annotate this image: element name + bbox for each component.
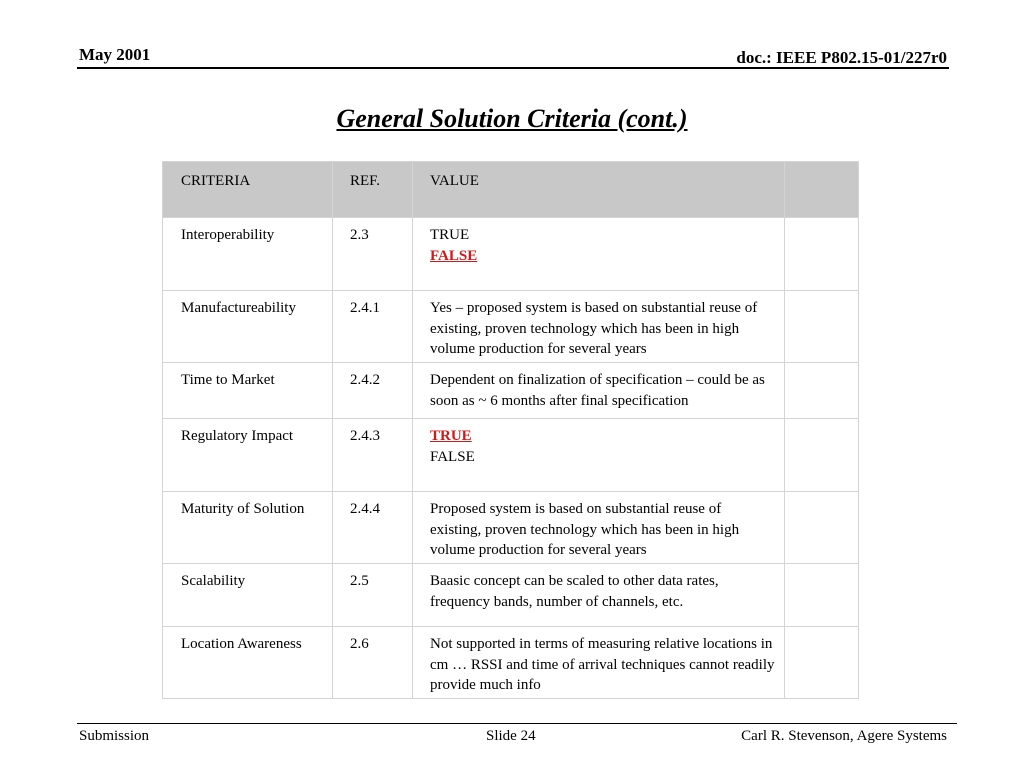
- column-header-value: VALUE: [413, 162, 785, 218]
- ref-cell: 2.4.2: [333, 363, 413, 419]
- ref-cell: 2.3: [333, 218, 413, 291]
- value-option-true: TRUE: [430, 227, 470, 243]
- table-row: [163, 492, 859, 564]
- header-date: May 2001: [79, 45, 151, 64]
- ref-cell: 2.4.3: [333, 419, 413, 492]
- blank-cell: [785, 291, 859, 363]
- ref-cell: 2.4.4: [333, 492, 413, 564]
- criteria-cell: Interoperability: [163, 218, 333, 291]
- slide-title: General Solution Criteria (cont.): [336, 104, 688, 133]
- ref-cell: 2.6: [333, 627, 413, 699]
- criteria-cell: Manufactureability: [163, 291, 333, 363]
- blank-cell: [785, 363, 859, 419]
- ref-cell: 2.5: [333, 564, 413, 627]
- footer-author: Carl R. Stevenson, Agere Systems: [741, 728, 947, 744]
- criteria-cell: Maturity of Solution: [163, 492, 333, 564]
- criteria-cell: Scalability: [163, 564, 333, 627]
- table-row: [163, 291, 859, 363]
- footer-divider: [77, 723, 957, 724]
- criteria-cell: Time to Market: [163, 363, 333, 419]
- column-header-ref: REF.: [333, 162, 413, 218]
- blank-cell: [785, 218, 859, 291]
- header-doc-id: doc.: IEEE P802.15-01/227r0: [736, 48, 947, 67]
- header-divider: [77, 67, 949, 69]
- footer-slide-number: Slide 24: [486, 728, 536, 744]
- value-cell: Proposed system is based on substantial reuse of existing, proven technology which has been in high volume production for several years: [413, 492, 785, 564]
- blank-cell: [785, 564, 859, 627]
- blank-cell: [785, 627, 859, 699]
- value-option-true-selected: TRUE: [430, 428, 472, 444]
- column-header-blank: [785, 162, 859, 218]
- blank-cell: [785, 419, 859, 492]
- value-cell: Yes – proposed system is based on substantial reuse of existing, proven technology which has been in high volume production for several years: [413, 291, 785, 363]
- table-row: [163, 564, 859, 627]
- value-option-false-selected: FALSE: [430, 247, 478, 264]
- column-header-criteria: CRITERIA: [163, 162, 333, 218]
- value-cell: [413, 218, 785, 291]
- ref-cell: 2.4.1: [333, 291, 413, 363]
- criteria-cell: Location Awareness: [163, 627, 333, 699]
- criteria-cell: Regulatory Impact: [163, 419, 333, 492]
- footer-submission: Submission: [79, 728, 150, 744]
- value-cell: Baasic concept can be scaled to other data rates, frequency bands, number of channels, etc.: [413, 564, 785, 627]
- value-option-false: FALSE: [430, 448, 475, 465]
- table-row: [163, 627, 859, 699]
- value-cell: Not supported in terms of measuring relative locations in cm … RSSI and time of arrival techniques cannot readily provide much info: [413, 627, 785, 699]
- table-row: [163, 363, 859, 419]
- table-header-row: [163, 162, 859, 218]
- blank-cell: [785, 492, 859, 564]
- value-cell: Dependent on finalization of specification – could be as soon as ~ 6 months after final specification: [413, 363, 785, 419]
- table-row: [163, 419, 859, 492]
- value-cell: [413, 419, 785, 492]
- table-row: [163, 218, 859, 291]
- criteria-table: [162, 161, 859, 699]
